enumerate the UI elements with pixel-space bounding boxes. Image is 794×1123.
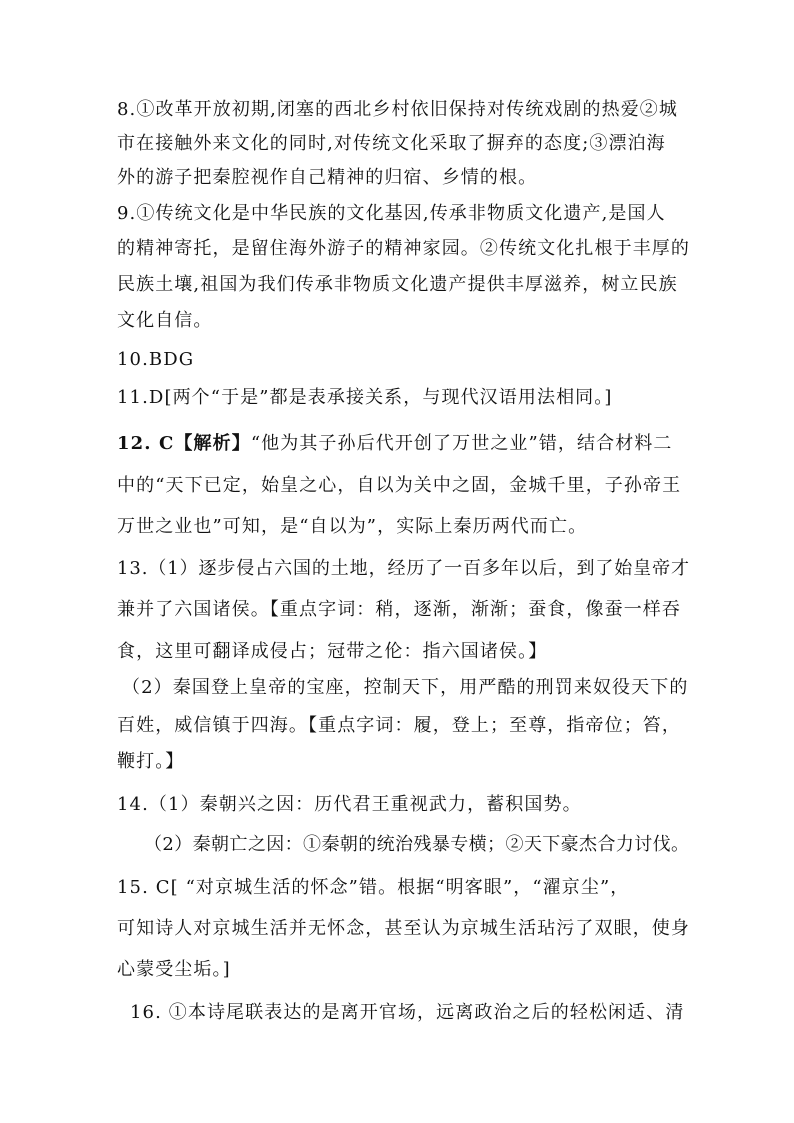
answer-8-line-1: 8.①改革开放初期,闭塞的西北乡村依旧保持对传统戏剧的热爱②城 xyxy=(117,99,678,120)
answer-9-line-3: 民族土壤,祖国为我们传承非物质文化遗产提供丰厚滋养，树立民族 xyxy=(117,274,678,295)
answer-11: 11.D[两个“于是”都是表承接关系，与现代汉语用法相同。] xyxy=(117,387,613,408)
answer-14-line-1: 14.（1）秦朝兴之因：历代君王重视武力，蓄积国势。 xyxy=(117,794,582,815)
answer-8-line-2: 市在接触外来文化的同时,对传统文化采取了摒弃的态度;③漂泊海 xyxy=(117,133,666,154)
answer-9-line-4: 文化自信。 xyxy=(117,310,213,331)
answer-8-line-3: 外的游子把秦腔视作自己精神的归宿、乡情的根。 xyxy=(117,167,538,188)
answer-13-line-3: 食，这里可翻译成侵占；冠带之伦：指六国诸侯。】 xyxy=(117,641,548,662)
answer-12-text: “他为其子孙后代开创了万世之业”错，结合材料二 xyxy=(250,433,673,454)
answer-13-line-5: 百姓，威信镇于四海。【重点字词：履，登上；至尊，指帝位；笞， xyxy=(117,715,681,736)
answer-14-line-2: （2）秦朝亡之因：①秦朝的统治残暴专横；②天下豪杰合力讨伐。 xyxy=(144,834,690,855)
answer-15-line-2: 可知诗人对京城生活并无怀念，甚至认为京城生活玷污了双眼，使身 xyxy=(117,918,690,939)
answer-10: 10.BDG xyxy=(117,349,195,370)
answer-13-line-1: 13.（1）逐步侵占六国的土地，经历了一百多年以后，到了始皇帝才 xyxy=(117,558,690,579)
answer-9-line-1: 9.①传统文化是中华民族的文化基因,传承非物质文化遗产,是国人 xyxy=(117,203,666,224)
answer-15-line-3: 心蒙受尘垢。] xyxy=(117,959,231,980)
answer-12-head: 12. C【解析】 xyxy=(117,433,251,454)
answer-12-line-3: 万世之业也”可知，是“自以为”，实际上秦历两代而亡。 xyxy=(117,516,588,537)
answer-13-line-4: （2）秦国登上皇帝的宝座，控制天下，用严酷的刑罚来奴役天下的 xyxy=(122,677,689,698)
answer-9-line-2: 的精神寄托，是留住海外游子的精神家园。②传统文化扎根于丰厚的 xyxy=(117,238,690,259)
answer-15-line-1: 15. C[ “对京城生活的怀念”错。根据“明客眼”，“濯京尘”， xyxy=(117,877,630,898)
answer-12-line-1 xyxy=(117,432,673,456)
answer-13-line-2: 兼并了六国诸侯。【重点字词：稍，逐渐，渐渐；蚕食，像蚕一样吞 xyxy=(117,599,681,620)
answer-12-line-2: 中的“天下已定，始皇之心，自以为关中之固，金城千里，子孙帝王 xyxy=(117,475,682,496)
answer-13-line-6: 鞭打。】 xyxy=(117,751,185,772)
answer-16-line-1: 16. ①本诗尾联表达的是离开官场，远离政治之后的轻松闲适、清 xyxy=(130,1002,685,1023)
